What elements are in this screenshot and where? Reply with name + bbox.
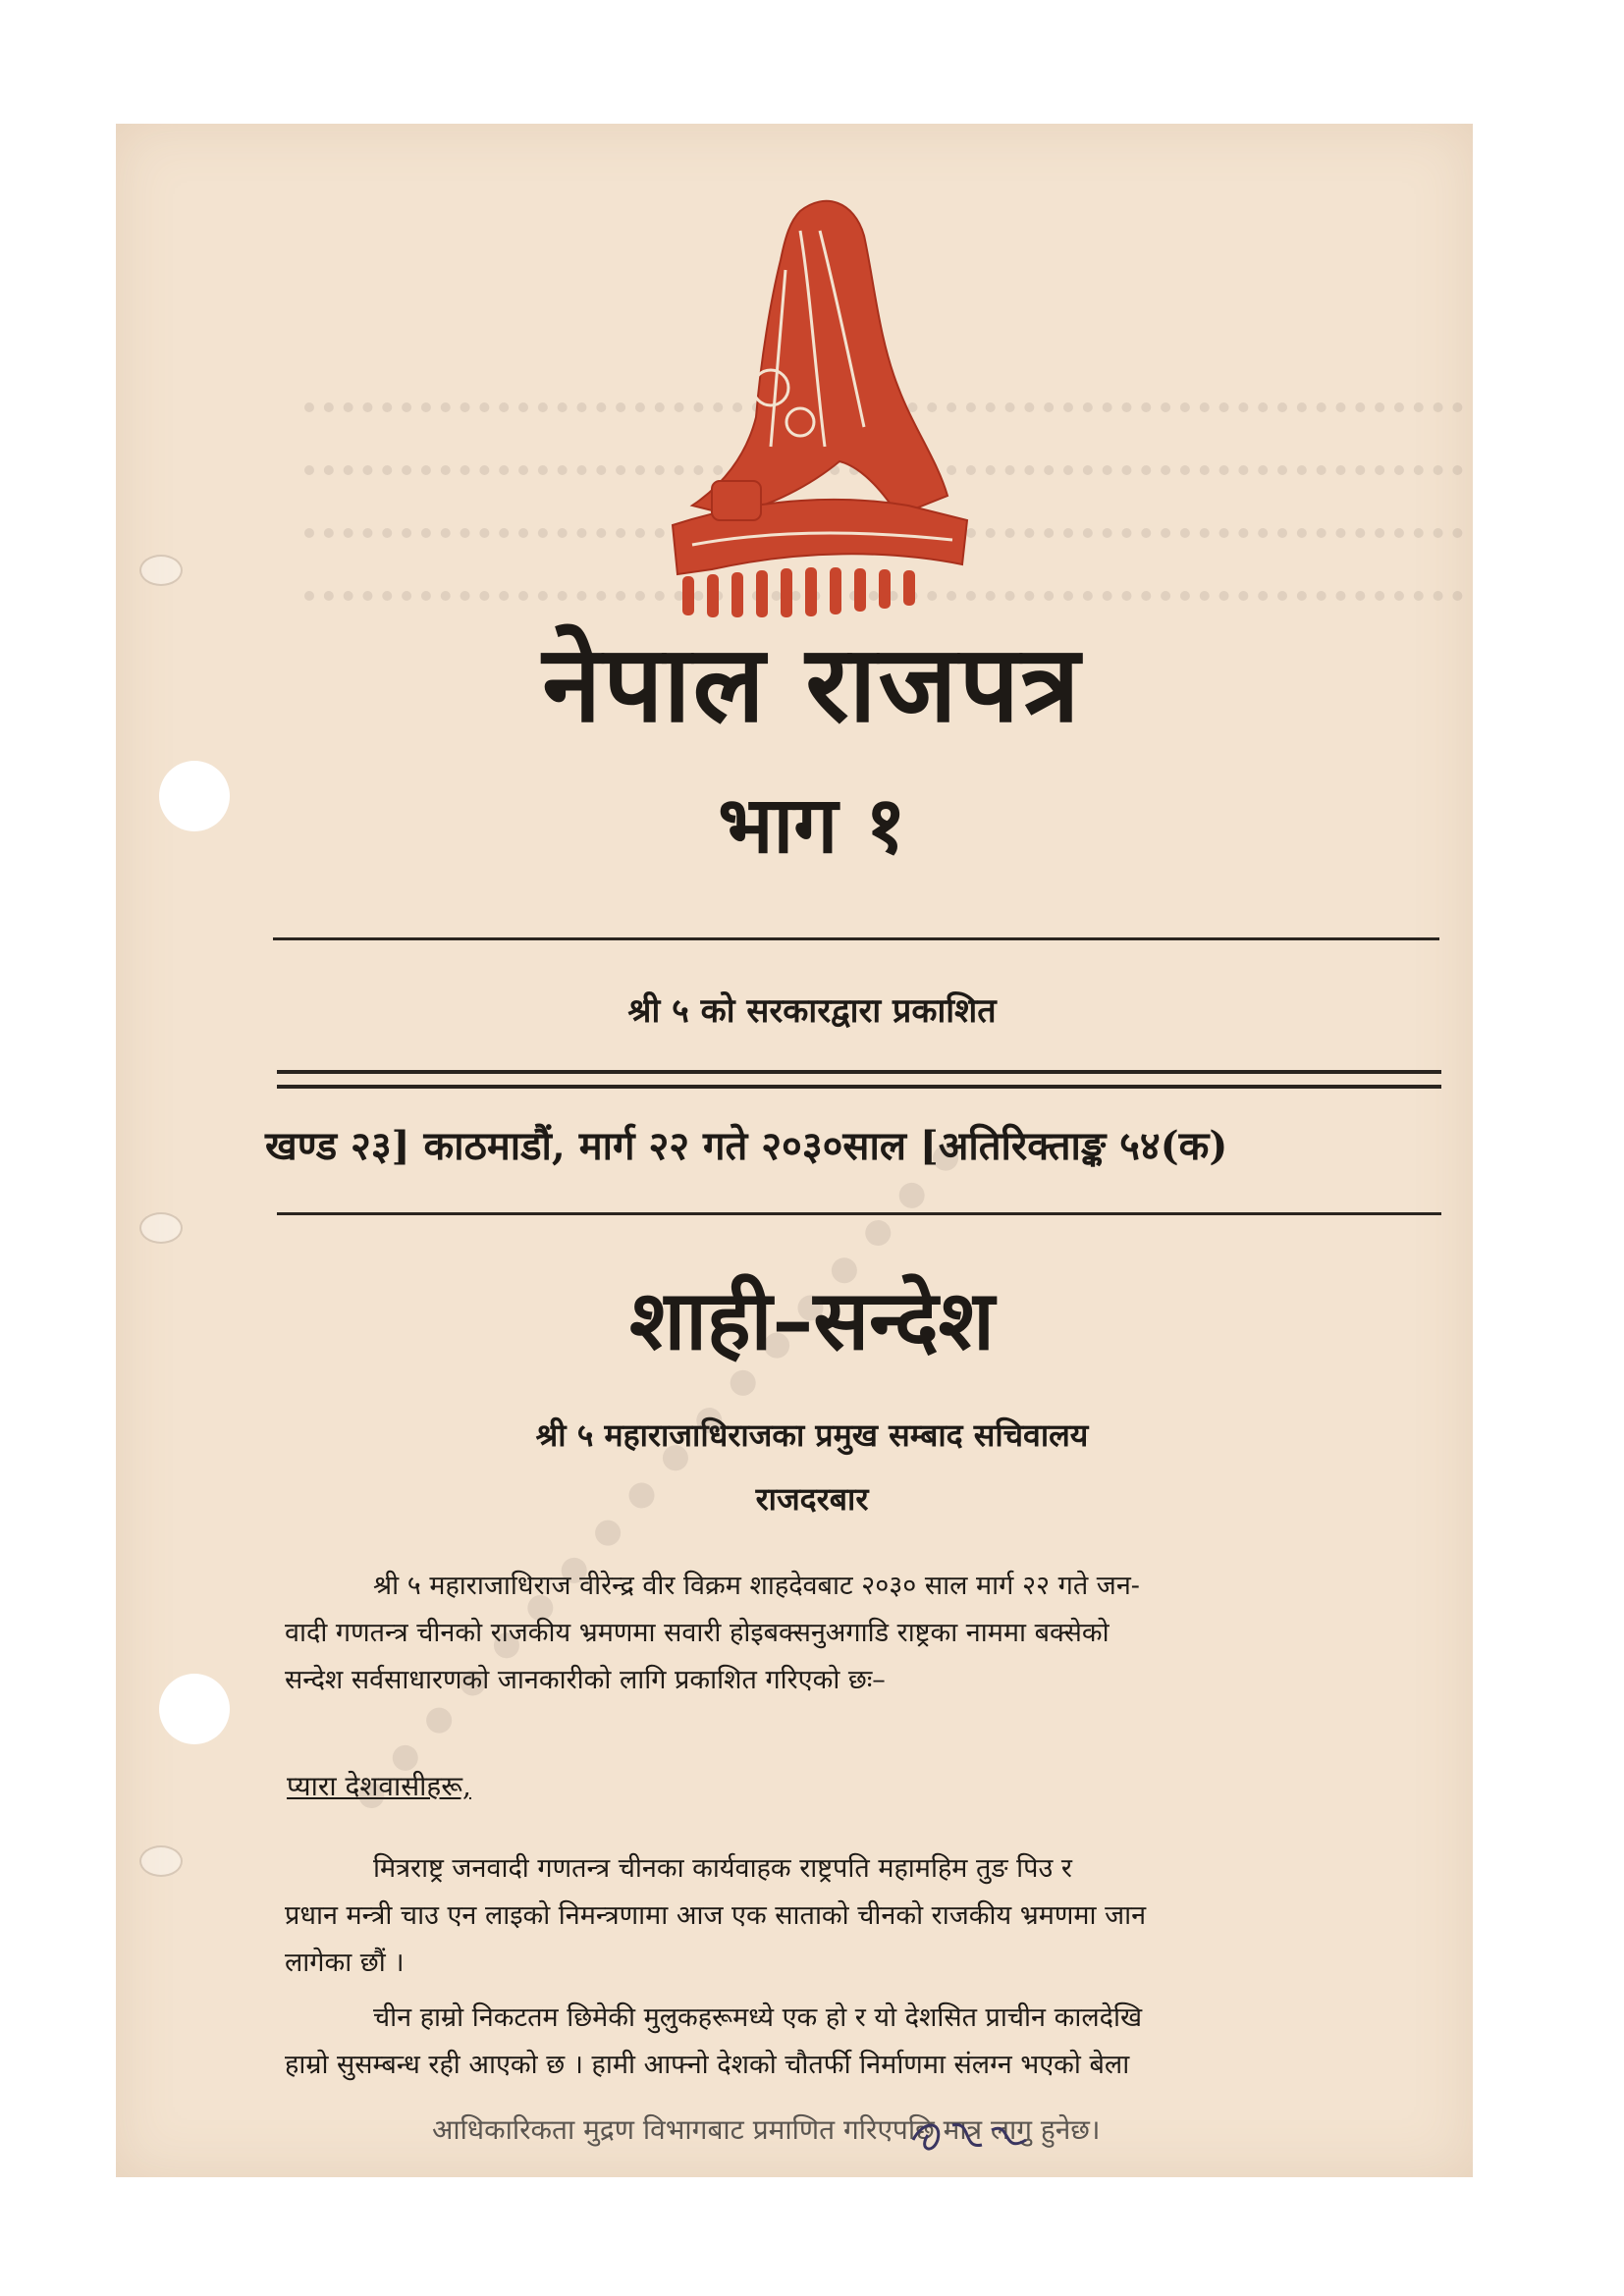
salutation: प्यारा देशवासीहरू, <box>287 1770 471 1802</box>
body-line: प्रधान मन्त्री चाउ एन लाइको निमन्त्रणामा आज एक साताको चीनको राजकीय भ्रमणमा जान <box>285 1900 1147 1931</box>
handwritten-mark <box>903 2110 1041 2160</box>
body-line: चीन हाम्रो निकटतम छिमेकी मुलुकहरूमध्ये एक हो र यो देशसित प्राचीन कालदेखि <box>373 2002 1143 2033</box>
supplement-number: अतिरिक्ताङ्क ५४(क) <box>938 1123 1228 1169</box>
double-divider-bottom <box>277 1085 1441 1089</box>
volume-number: खण्ड २३ <box>265 1123 392 1169</box>
intro-line: सन्देश सर्वसाधारणको जानकारीको लागि प्रकाशित गरिएको छः– <box>285 1665 886 1695</box>
intro-line: वादी गणतन्त्र चीनको राजकीय भ्रमणमा सवारी होइबक्सनुअगाडि राष्ट्रका नाममा बक्सेको <box>285 1618 1110 1648</box>
intro-line: श्री ५ महाराजाधिराज वीरेन्द्र वीर विक्रम शाहदेवबाट २०३० साल मार्ग २२ गते जन- <box>373 1571 1140 1601</box>
paper-crease <box>139 1212 183 1244</box>
place-and-date: काठमाडौं, मार्ग २२ गते २०३०साल <box>423 1123 906 1169</box>
punch-hole-bottom <box>159 1674 230 1744</box>
gazette-title: नेपाल राजपत्र <box>542 622 1082 746</box>
issuer-office: श्री ५ महाराजाधिराजका प्रमुख सम्बाद सचिवालय <box>535 1416 1089 1454</box>
royal-crown-emblem <box>653 191 977 638</box>
notice-heading: शाही–सन्देश <box>629 1271 995 1368</box>
body-paragraph-2 <box>285 1995 1434 2089</box>
publisher-line: श्री ५ को सरकारद्वारा प्रकाशित <box>627 991 997 1031</box>
issue-divider <box>277 1212 1441 1215</box>
top-divider <box>273 937 1439 940</box>
authenticity-note: आधिकारिकता मुद्रण विभागबाट प्रमाणित गरिएपछि मात्र लागु हुनेछ। <box>432 2113 1101 2146</box>
issuer-place: राजदरबार <box>755 1480 869 1518</box>
body-line: मित्रराष्ट्र जनवादी गणतन्त्र चीनका कार्यवाहक राष्ट्रपति महामहिम तुङ पिउ र <box>373 1853 1072 1884</box>
paper-crease <box>139 555 183 586</box>
double-divider-top <box>277 1070 1441 1074</box>
paper-crease <box>139 1845 183 1877</box>
body-line: लागेका छौं । <box>285 1948 405 1978</box>
body-line: हाम्रो सुसम्बन्ध रही आएको छ । हामी आफ्नो देशको चौतर्फी निर्माणमा संलग्न भएको बेला <box>285 2050 1130 2080</box>
issue-line: खण्ड २३] काठमाडौं, मार्ग २२ गते २०३०साल [अतिरिक्ताङ्क ५४(क) <box>265 1123 1228 1169</box>
gazette-part: भाग १ <box>718 778 906 871</box>
